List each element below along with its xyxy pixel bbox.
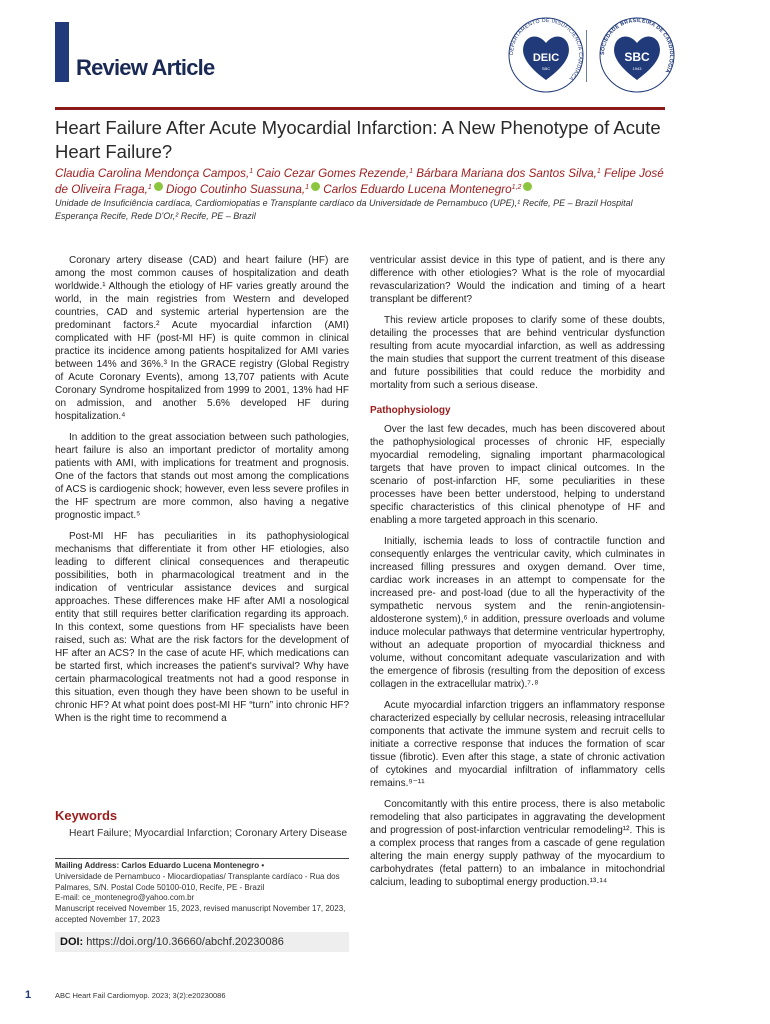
author-entry: Carlos Eduardo Lucena Montenegro$^{1,2}$ (323, 183, 532, 196)
affiliation-text: Unidade de Insuficiência cardíaca, Cardiomiopatias e Transplante cardíaco da Universidade de Pernambuco (UPE),¹ Recife, PE – Brazil Hospital Esperança Recife, Rede D'Or,² Recife, PE – Brazil (55, 198, 633, 221)
deic-logo-subtext: SBC (541, 66, 551, 71)
header-divider (55, 107, 665, 110)
orcid-icon[interactable] (311, 182, 320, 191)
mailing-line: Universidade de Pernambuco - Miocardiopatias/ Transplante cardíaco - Rua dos Palmares, S/N. Postal Code 50100-010, Recife, PE - Brazil (55, 871, 340, 892)
body-paragraph: Initially, ischemia leads to loss of contractile function and consequently enlarges the ventricular cavity, which culminates in increased filling pressures and oxygen demand. Over time, cardiac work increases in an attempt to compensate for the increased pre- and post-load (due to all the hyperactivity of the sympathetic nervous system and the renin-angiotensin-aldosterone system),⁶ in addition, pressure overloads and volume induce molecular pathways that determine ventricular hypertrophy, without an adequate proportion of myocardial thickness and volume, without concomitant adequate vascularization and with the emergence of fibrosis (resulting from the deposition of excess collagen in the extracellular matrix).⁷·⁸ (370, 536, 665, 690)
sbc-logo-text: SBC (624, 50, 650, 64)
deic-logo-ring-text: DEPARTAMENTO DE INSUFICIÊNCIA CARDÍACA (508, 17, 584, 82)
author-entry: Claudia Carolina Mendonça Campos,$^1$ (55, 167, 254, 180)
author-list (55, 166, 675, 198)
body-paragraph: Concomitantly with this entire process, there is also metabolic remodeling that also participates in aggravating the development and progression of post-infarction ventricular remodeling¹². This is a complex process that ranges from a cascade of gene regulation altering the main energy supply pathway of the myocardium to carbohydrates (fetal pattern) to an imbalance in mitochondrial calcium, leading to suboptimal energy production.¹³·¹⁴ (370, 799, 665, 888)
author-entry: Diogo Coutinho Suassuna,$^1$ (166, 183, 323, 196)
section-heading-pathophysiology: Pathophysiology (370, 405, 451, 416)
body-paragraph: Coronary artery disease (CAD) and heart failure (HF) are among the most common causes of hospitalization and death worldwide.¹ Although the etiology of HF varies greatly around the world, in the main registries from Western and developed countries, CAD and systemic arterial hypertension are the predominant factors.² Acute myocardial infarction (AMI) complicated with HF (post-MI HF) is quite common in clinical practice its incidence among patients hospitalized for AMI varies between 14% and 36%.³ In the GRACE registry (Global Registry of Acute Coronary Events), among 13,707 patients with Acute Coronary Syndrome hospitalized from 1999 to 2001, 13% had HF on admission, and another 5.6% developed HF during hospitalization.⁴ (55, 255, 349, 422)
article-type-label: Review Article (76, 55, 215, 80)
body-column-left (55, 254, 349, 733)
doi-box (55, 932, 349, 952)
author-entry: Bárbara Mariana dos Santos Silva,$^1$ (416, 167, 601, 180)
logo-divider (586, 30, 587, 82)
mailing-email[interactable]: E-mail: ce_montenegro@yahoo.com.br (55, 893, 195, 903)
body-column-right (370, 254, 665, 897)
author-entry: Felipe José de Oliveira Fraga,$^1$ (55, 167, 664, 196)
mailing-divider (55, 858, 349, 859)
deic-logo (505, 14, 587, 96)
footer-citation: ABC Heart Fail Cardiomyop. 2023; 3(2):e20230086 (55, 991, 226, 1000)
keywords-text: Heart Failure; Myocardial Infarction; Coronary Artery Disease (69, 828, 348, 839)
body-paragraph: In addition to the great association between such pathologies, heart failure is also an important predictor of mortality among patients with AMI, with implications for treatment and prognosis. One of the factors that stands out most among the complications of ACS is cardiogenic shock; however, even less severe profiles in the HF spectrum are more common, also having a negative prognostic impact.⁵ (55, 432, 349, 521)
body-paragraph: This review article proposes to clarify some of these doubts, detailing the processes that are behind ventricular dysfunction resulting from acute myocardial infarction, as well as addressing the main studies that support the current treatment of this disease and future possibilities that could reduce the morbidity and mortality from such a serious disease. (370, 315, 665, 391)
doi-label: DOI: (60, 936, 84, 948)
doi-link[interactable]: https://doi.org/10.36660/abchf.20230086 (86, 936, 284, 948)
body-paragraph: Post-MI HF has peculiarities in its pathophysiological mechanisms that differentiate it from other HF etiologies, also leading to different clinical consequences and therapeutic possibilities, both in pharmacological treatment and in the indication of ventricular assistance devices and surgical approaches. These differences make HF after AMI a nosological entity that still requires better clarification regarding its approach. In this context, some questions from HF specialists have been raised, such as: What are the risk factors for the development of HF after an ACS? In the case of acute HF, which medications can be started first, which increases the patient's survival? Why have certain pharmacological treatments not had a good response in this situation, even though they have been shown to be useful in chronic HF? At what point does post-MI HF “turn” into chronic HF? When is the right time to recommend a (55, 531, 349, 724)
sbc-logo-subtext: 1943 (632, 66, 642, 71)
keywords-heading: Keywords (55, 808, 118, 823)
body-paragraph: Over the last few decades, much has been discovered about the pathophysiological processes of chronic HF, especially myocardial remodeling, signaling important pharmacological targets that have proven to impact clinical outcomes. In the scenario of post-infarction HF, some peculiarities in these processes have been better understood, helping to understand specific characteristics of this clinical phenotype of HF and enabling a more targeted approach in this scenario. (370, 424, 665, 526)
mailing-line: Manuscript received November 15, 2023, revised manuscript November 17, 2023, accepted November 17, 2023 (55, 904, 346, 924)
orcid-icon[interactable] (523, 182, 532, 191)
deic-logo-text: DEIC (532, 52, 560, 64)
body-paragraph: ventricular assist device in this type of patient, and is there any difference with other etiologies? What is the role of myocardial revascularization? Would the indication and timing of a heart transplant be different? (370, 255, 665, 305)
mailing-heading: Mailing Address: Carlos Eduardo Lucena Montenegro • (55, 861, 265, 870)
page-number: 1 (25, 989, 32, 1001)
author-entry: Caio Cezar Gomes Rezende,$^1$ (256, 167, 413, 180)
mailing-address (55, 861, 349, 926)
orcid-icon[interactable] (154, 182, 163, 191)
body-paragraph: Acute myocardial infarction triggers an inflammatory response characterized especially by cellular necrosis, releasing intracellular components that activate the immune system and recruit cells to initiate a corrective response that induces the formation of scar tissue (fibrotic). Even after this stage, a state of chronic activation of cytokines and myocardial infiltration of inflammatory cells remains.⁹⁻¹¹ (370, 700, 665, 789)
article-title: Heart Failure After Acute Myocardial Infarction: A New Phenotype of Acute Heart Failure? (55, 117, 661, 162)
sbc-logo-ring-text: SOCIEDADE BRASILEIRA DE CARDIOLOGIA (599, 17, 675, 74)
header-accent-bar (55, 22, 69, 82)
sbc-logo (596, 14, 678, 96)
